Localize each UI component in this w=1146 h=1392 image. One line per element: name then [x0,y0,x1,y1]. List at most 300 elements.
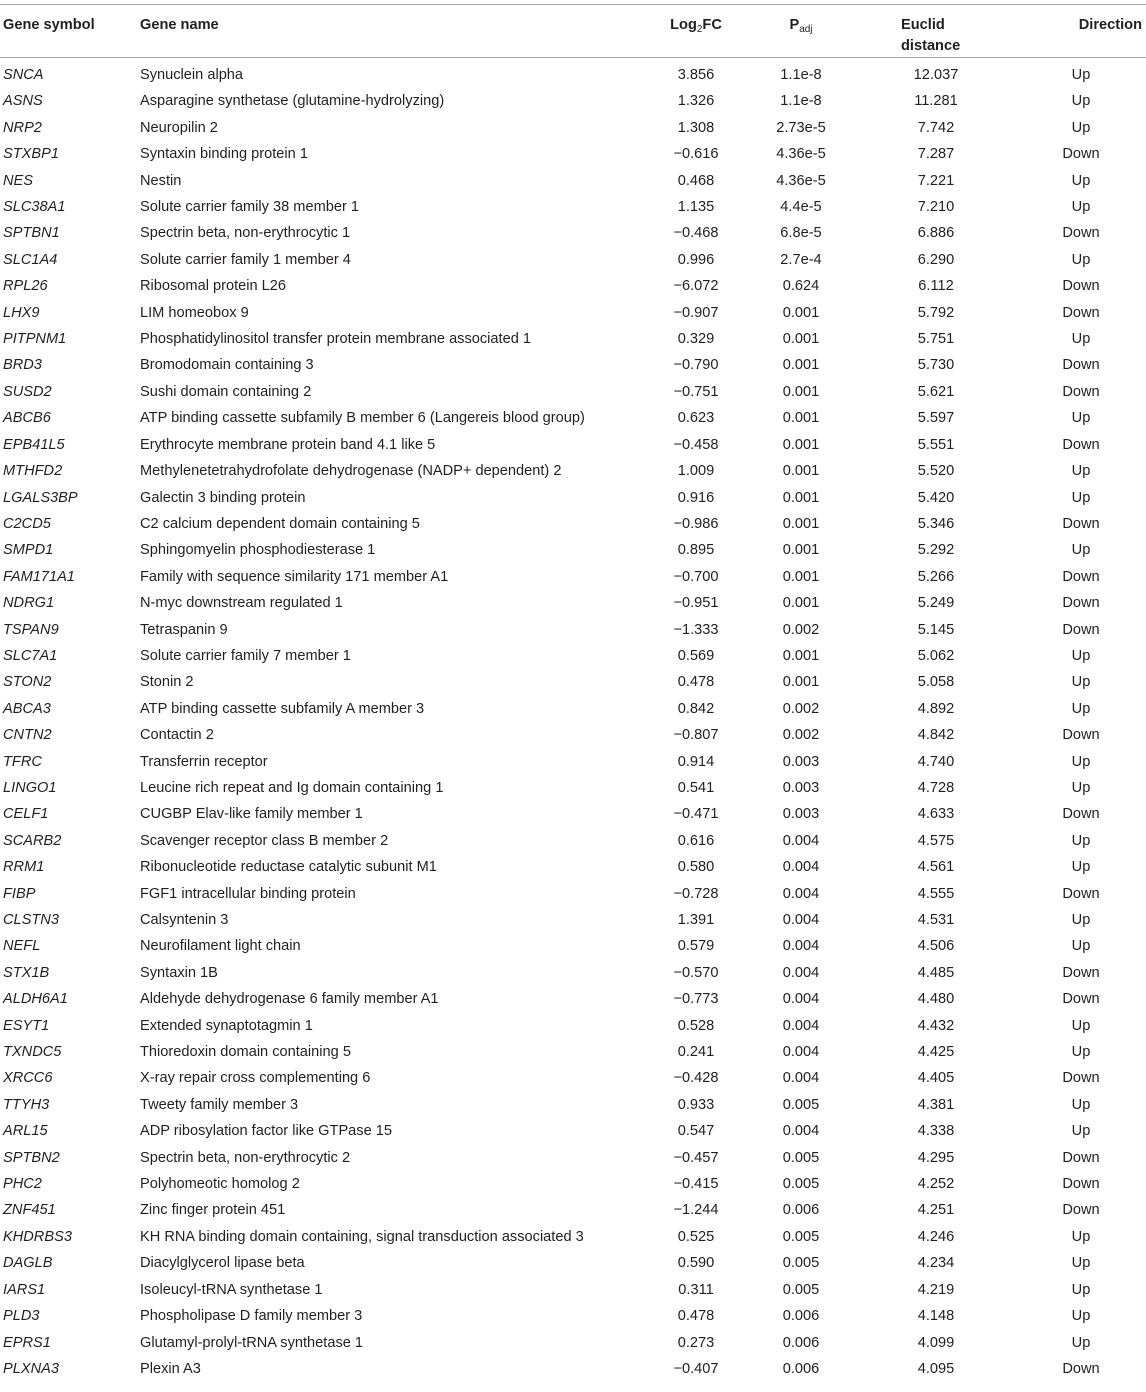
cell-euclid-distance: 4.425 [917,1044,955,1061]
table-row [0,1197,1146,1223]
cell-euclid-distance: 7.287 [917,146,955,163]
cell-gene-symbol: SNCA [3,67,44,83]
cell-padj: 0.001 [782,647,820,664]
cell-padj: 0.006 [782,1308,820,1325]
cell-log2fc: −0.428 [673,1070,719,1087]
cell-gene-name: Solute carrier family 38 member 1 [140,199,359,216]
cell-direction: Up [1071,1044,1091,1061]
cell-direction: Down [1062,727,1100,744]
cell-log2fc: −0.790 [673,357,719,374]
cell-gene-name: Sushi domain containing 2 [140,383,312,400]
cell-padj: 0.005 [782,1255,820,1272]
cell-euclid-distance: 5.346 [917,515,955,532]
cell-direction: Up [1071,1228,1091,1245]
cell-gene-symbol: TFRC [3,753,42,770]
cell-euclid-distance: 4.555 [917,885,955,902]
header-direction: Direction [1078,17,1142,33]
table-row [0,828,1146,854]
cell-gene-symbol: CLSTN3 [3,912,59,928]
cell-euclid-distance: 6.886 [917,225,955,242]
table-row [0,115,1146,141]
table-row [0,1303,1146,1329]
cell-direction: Up [1071,700,1091,717]
cell-padj: 0.001 [782,515,820,532]
cell-gene-name: Polyhomeotic homolog 2 [140,1176,300,1193]
cell-euclid-distance: 5.266 [917,568,955,585]
cell-direction: Up [1071,410,1091,427]
cell-gene-name: Tetraspanin 9 [140,621,228,638]
cell-gene-name: Methylenetetrahydrofolate dehydrogenase (NADP+ dependent) 2 [140,463,562,480]
cell-gene-name: Family with sequence similarity 171 member A1 [140,568,449,585]
table-row [0,564,1146,590]
cell-gene-name: ATP binding cassette subfamily B member 6 (Langereis blood group) [140,410,585,427]
cell-padj: 0.004 [782,859,820,876]
cell-gene-name: N-myc downstream regulated 1 [140,595,343,612]
cell-gene-name: Sphingomyelin phosphodiesterase 1 [140,542,376,559]
cell-gene-symbol: LHX9 [3,304,40,321]
cell-direction: Up [1071,463,1091,480]
cell-gene-symbol: LINGO1 [3,779,57,796]
cell-log2fc: −0.907 [673,304,719,321]
cell-gene-symbol: SLC38A1 [3,199,66,216]
cell-euclid-distance: 4.246 [917,1228,955,1245]
header-log2fc [646,5,746,58]
cell-direction: Up [1071,938,1091,955]
cell-log2fc: −0.951 [673,595,719,612]
cell-gene-name: Isoleucyl-tRNA synthetase 1 [140,1281,323,1298]
header-gene-name: Gene name [140,17,219,33]
cell-euclid-distance: 4.633 [917,806,955,823]
cell-direction: Up [1071,832,1091,849]
cell-gene-name: ADP ribosylation factor like GTPase 15 [140,1123,392,1140]
cell-log2fc: 0.311 [678,1281,714,1298]
cell-gene-symbol: ALDH6A1 [3,991,68,1008]
header-gene-symbol: Gene symbol [3,17,95,33]
gene-table [0,4,1146,1382]
cell-padj: 0.004 [782,1070,820,1087]
cell-euclid-distance: 5.058 [917,674,955,691]
cell-gene-symbol: PITPNM1 [3,331,67,348]
cell-direction: Up [1071,199,1091,216]
cell-gene-name: Asparagine synthetase (glutamine-hydrolyzing) [140,93,445,110]
cell-padj: 0.005 [782,1176,820,1193]
cell-gene-symbol: ASNS [3,93,43,110]
cell-direction: Down [1062,595,1100,612]
cell-log2fc: −6.072 [673,278,719,295]
table-row [0,379,1146,405]
cell-log2fc: 0.478 [677,674,715,691]
table-row [0,617,1146,643]
cell-euclid-distance: 4.251 [917,1202,955,1219]
cell-gene-name: Calsyntenin 3 [140,912,229,928]
cell-direction: Up [1071,674,1091,691]
table-row [0,405,1146,431]
cell-log2fc: 0.569 [677,647,715,664]
cell-padj: 1.1e-8 [780,93,822,110]
cell-gene-symbol: SCARB2 [3,832,62,849]
cell-gene-name: Neuropilin 2 [140,119,218,136]
cell-direction: Up [1071,753,1091,770]
cell-log2fc: 0.623 [677,410,715,427]
header-euclid-distance [856,5,1016,58]
cell-gene-symbol: STX1B [3,964,50,981]
table-row [0,273,1146,299]
cell-gene-symbol: BRD3 [3,357,42,374]
table-row [0,775,1146,801]
cell-padj: 0.006 [782,1334,820,1351]
cell-euclid-distance: 4.892 [917,700,955,717]
cell-gene-name: C2 calcium dependent domain containing 5 [140,515,420,532]
cell-padj: 0.004 [782,991,820,1008]
cell-log2fc: 0.541 [677,779,715,796]
cell-gene-name: Extended synaptotagmin 1 [140,1017,313,1034]
cell-direction: Up [1071,779,1091,796]
cell-direction: Down [1062,621,1100,638]
cell-padj: 0.004 [782,885,820,902]
cell-gene-name: KH RNA binding domain containing, signal transduction associated 3 [140,1228,584,1245]
cell-euclid-distance: 4.234 [917,1255,955,1272]
cell-log2fc: −1.333 [673,621,719,638]
cell-log2fc: 0.528 [677,1017,715,1034]
cell-log2fc: −0.986 [673,515,719,532]
cell-direction: Down [1062,383,1100,400]
table-row [0,1065,1146,1091]
cell-gene-symbol: PLXNA3 [3,1360,59,1377]
cell-gene-name: Spectrin beta, non-erythrocytic 2 [140,1149,351,1166]
cell-padj: 0.001 [782,331,820,348]
cell-padj: 2.7e-4 [780,251,822,268]
cell-padj: 1.1e-8 [780,67,822,83]
cell-euclid-distance: 12.037 [913,67,959,83]
cell-euclid-distance: 4.099 [917,1334,955,1351]
cell-gene-symbol: SPTBN1 [3,225,60,242]
cell-direction: Up [1071,1308,1091,1325]
cell-euclid-distance: 5.062 [917,647,955,664]
table-row [0,1224,1146,1250]
cell-euclid-distance: 4.295 [917,1149,955,1166]
cell-direction: Up [1071,119,1091,136]
cell-padj: 0.004 [782,912,820,928]
cell-gene-name: Diacylglycerol lipase beta [140,1255,305,1272]
table-row [0,220,1146,246]
cell-padj: 4.36e-5 [776,172,826,189]
cell-gene-symbol: SMPD1 [3,542,54,559]
cell-padj: 0.006 [782,1360,820,1377]
table-row [0,511,1146,537]
table-row [0,749,1146,775]
cell-gene-name: Galectin 3 binding protein [140,489,306,506]
cell-log2fc: −0.457 [673,1149,719,1166]
cell-gene-symbol: SLC7A1 [3,647,58,664]
cell-log2fc: 0.933 [677,1096,715,1113]
cell-gene-name: Syntaxin binding protein 1 [140,146,308,163]
cell-log2fc: −0.570 [673,964,719,981]
header-padj [746,5,856,58]
cell-direction: Up [1071,1255,1091,1272]
cell-gene-name: Neurofilament light chain [140,938,301,955]
cell-padj: 0.001 [782,436,820,453]
table-row [0,854,1146,880]
cell-direction: Down [1062,1202,1100,1219]
table-row [0,194,1146,220]
cell-padj: 0.002 [782,700,820,717]
cell-direction: Up [1071,1096,1091,1113]
cell-direction: Up [1071,1281,1091,1298]
cell-direction: Up [1071,912,1091,928]
cell-log2fc: 0.996 [677,251,715,268]
cell-direction: Up [1071,1123,1091,1140]
cell-gene-symbol: RRM1 [3,859,45,876]
cell-padj: 0.005 [782,1149,820,1166]
cell-direction: Down [1062,568,1100,585]
cell-direction: Down [1062,885,1100,902]
cell-log2fc: −0.458 [673,436,719,453]
cell-log2fc: 0.590 [677,1255,715,1272]
cell-padj: 0.003 [782,779,820,796]
cell-direction: Up [1071,489,1091,506]
table-row [0,801,1146,827]
cell-direction: Up [1071,93,1091,110]
cell-gene-name: Nestin [140,172,182,189]
cell-gene-name: Solute carrier family 7 member 1 [140,647,351,664]
cell-euclid-distance: 6.112 [918,278,954,295]
table-row [0,907,1146,933]
cell-log2fc: −0.700 [673,568,719,585]
cell-gene-name: Contactin 2 [140,727,214,744]
cell-euclid-distance: 4.480 [917,991,955,1008]
cell-padj: 0.005 [782,1228,820,1245]
table-header [0,5,1146,58]
cell-gene-name: Aldehyde dehydrogenase 6 family member A1 [140,991,439,1008]
cell-padj: 0.001 [782,410,820,427]
header-padj-text: P [789,17,800,33]
cell-gene-symbol: TXNDC5 [3,1044,62,1061]
cell-direction: Down [1062,146,1100,163]
table-row [0,247,1146,273]
table-row [0,326,1146,352]
cell-direction: Down [1062,1070,1100,1087]
cell-padj: 0.001 [782,357,820,374]
cell-gene-name: Bromodomain containing 3 [140,357,314,374]
table-row [0,458,1146,484]
cell-gene-name: Glutamyl-prolyl-tRNA synthetase 1 [140,1334,364,1351]
cell-euclid-distance: 7.742 [917,119,955,136]
cell-gene-symbol: STXBP1 [3,146,59,163]
cell-euclid-distance: 4.740 [917,753,955,770]
cell-euclid-distance: 4.219 [917,1281,955,1298]
table-row [0,722,1146,748]
cell-log2fc: 0.579 [677,938,715,955]
table-row [0,88,1146,114]
header-log2fc-text: Log [670,17,697,33]
table-row [0,537,1146,563]
table-row [0,141,1146,167]
cell-direction: Up [1071,67,1091,83]
cell-padj: 0.001 [782,383,820,400]
cell-gene-symbol: NRP2 [3,119,42,136]
cell-gene-name: Transferrin receptor [140,753,268,770]
table-row [0,1013,1146,1039]
cell-log2fc: 1.326 [677,93,715,110]
cell-gene-symbol: SLC1A4 [3,251,58,268]
table-row [0,1118,1146,1144]
header-log2fc-subscript: 2 [696,24,703,35]
cell-padj: 0.002 [782,727,820,744]
cell-log2fc: 0.842 [677,700,715,717]
cell-gene-symbol: FAM171A1 [3,568,75,585]
cell-log2fc: 0.914 [677,753,715,770]
cell-direction: Down [1062,806,1100,823]
cell-gene-symbol: TSPAN9 [3,621,59,638]
cell-direction: Down [1062,357,1100,374]
table-row [0,1145,1146,1171]
cell-gene-name: Stonin 2 [140,674,194,691]
cell-gene-symbol: DAGLB [3,1255,53,1272]
cell-gene-name: Zinc finger protein 451 [140,1202,286,1219]
cell-direction: Down [1062,515,1100,532]
cell-gene-name: Leucine rich repeat and Ig domain containing 1 [140,779,444,796]
cell-padj: 0.624 [782,278,820,295]
cell-log2fc: 0.241 [677,1044,715,1061]
cell-log2fc: −0.471 [673,806,719,823]
cell-gene-name: LIM homeobox 9 [140,304,249,321]
cell-euclid-distance: 4.485 [917,964,955,981]
cell-gene-symbol: NES [3,172,34,189]
cell-log2fc: −0.728 [673,885,719,902]
header-row [0,5,1146,58]
table-row [0,1250,1146,1276]
cell-padj: 0.001 [782,674,820,691]
cell-gene-name: Plexin A3 [140,1360,201,1377]
cell-direction: Down [1062,1176,1100,1193]
cell-euclid-distance: 5.730 [917,357,955,374]
table-row [0,1092,1146,1118]
table-row [0,986,1146,1012]
table-row [0,590,1146,616]
cell-gene-symbol: NEFL [3,938,41,955]
cell-gene-name: Phospholipase D family member 3 [140,1308,363,1325]
cell-direction: Up [1071,251,1091,268]
cell-euclid-distance: 4.728 [917,779,955,796]
cell-padj: 0.004 [782,938,820,955]
cell-padj: 0.004 [782,832,820,849]
cell-gene-name: Syntaxin 1B [140,964,218,981]
cell-direction: Down [1062,278,1100,295]
table-row [0,696,1146,722]
cell-euclid-distance: 4.432 [917,1017,955,1034]
cell-direction: Up [1071,542,1091,559]
cell-gene-symbol: MTHFD2 [3,463,63,480]
cell-gene-name: Solute carrier family 1 member 4 [140,251,351,268]
cell-gene-symbol: EPB41L5 [3,436,65,453]
cell-log2fc: 1.009 [677,463,715,480]
table-row [0,881,1146,907]
table-row [0,960,1146,986]
cell-padj: 0.003 [782,753,820,770]
cell-euclid-distance: 4.531 [917,912,955,928]
cell-log2fc: −0.415 [673,1176,719,1193]
cell-log2fc: 0.547 [677,1123,715,1140]
cell-padj: 0.004 [782,1017,820,1034]
cell-euclid-distance: 7.221 [917,172,955,189]
cell-gene-symbol: FIBP [3,885,36,902]
cell-euclid-distance: 5.420 [917,489,955,506]
cell-direction: Down [1062,436,1100,453]
cell-euclid-distance: 4.252 [917,1176,955,1193]
cell-gene-name: CUGBP Elav-like family member 1 [140,806,363,823]
cell-gene-name: FGF1 intracellular binding protein [140,885,356,902]
cell-direction: Down [1062,304,1100,321]
cell-log2fc: −0.468 [673,225,719,242]
cell-padj: 4.4e-5 [780,199,822,216]
table-row [0,643,1146,669]
cell-gene-symbol: ESYT1 [3,1017,50,1034]
cell-direction: Down [1062,225,1100,242]
cell-gene-symbol: SUSD2 [3,383,52,400]
cell-padj: 0.001 [782,542,820,559]
cell-log2fc: 1.391 [677,912,715,928]
cell-direction: Up [1071,647,1091,664]
cell-euclid-distance: 5.145 [917,621,955,638]
cell-direction: Down [1062,991,1100,1008]
cell-gene-name: Erythrocyte membrane protein band 4.1 like 5 [140,436,436,453]
cell-padj: 0.001 [782,568,820,585]
cell-gene-symbol: RPL26 [3,278,48,295]
cell-gene-name: Ribosomal protein L26 [140,278,287,295]
cell-gene-name: X-ray repair cross complementing 6 [140,1070,371,1087]
table-row [0,352,1146,378]
cell-euclid-distance: 5.621 [917,383,955,400]
cell-padj: 4.36e-5 [776,146,826,163]
cell-gene-symbol: TTYH3 [3,1096,50,1113]
cell-gene-symbol: PHC2 [3,1176,42,1193]
cell-log2fc: 0.916 [677,489,715,506]
table-row [0,58,1146,89]
table-body [0,58,1146,1383]
cell-gene-name: Spectrin beta, non-erythrocytic 1 [140,225,351,242]
cell-gene-name: Tweety family member 3 [140,1096,299,1113]
cell-direction: Up [1071,859,1091,876]
cell-euclid-distance: 4.842 [917,727,955,744]
cell-gene-symbol: XRCC6 [3,1070,53,1087]
cell-log2fc: 0.895 [677,542,715,559]
header-log2fc-suffix: FC [702,17,722,33]
cell-log2fc: 1.135 [677,199,715,216]
header-padj-subscript: adj [799,24,813,35]
cell-gene-name: Thioredoxin domain containing 5 [140,1044,351,1061]
cell-padj: 0.005 [782,1096,820,1113]
cell-direction: Down [1062,1149,1100,1166]
cell-log2fc: −1.244 [673,1202,719,1219]
cell-gene-name: Synuclein alpha [140,67,244,83]
cell-log2fc: 0.478 [677,1308,715,1325]
cell-gene-symbol: ABCA3 [3,700,51,717]
cell-euclid-distance: 4.575 [917,832,955,849]
cell-padj: 6.8e-5 [780,225,822,242]
cell-gene-symbol: SPTBN2 [3,1149,60,1166]
cell-padj: 0.001 [782,489,820,506]
header-euclid-text: Euclid distance [901,17,961,54]
cell-euclid-distance: 5.520 [917,463,955,480]
cell-euclid-distance: 5.597 [917,410,955,427]
cell-euclid-distance: 11.281 [914,93,958,110]
cell-euclid-distance: 4.148 [917,1308,955,1325]
table-row [0,1330,1146,1356]
cell-log2fc: 0.273 [677,1334,715,1351]
table-row [0,485,1146,511]
cell-euclid-distance: 4.561 [917,859,955,876]
cell-padj: 0.004 [782,964,820,981]
